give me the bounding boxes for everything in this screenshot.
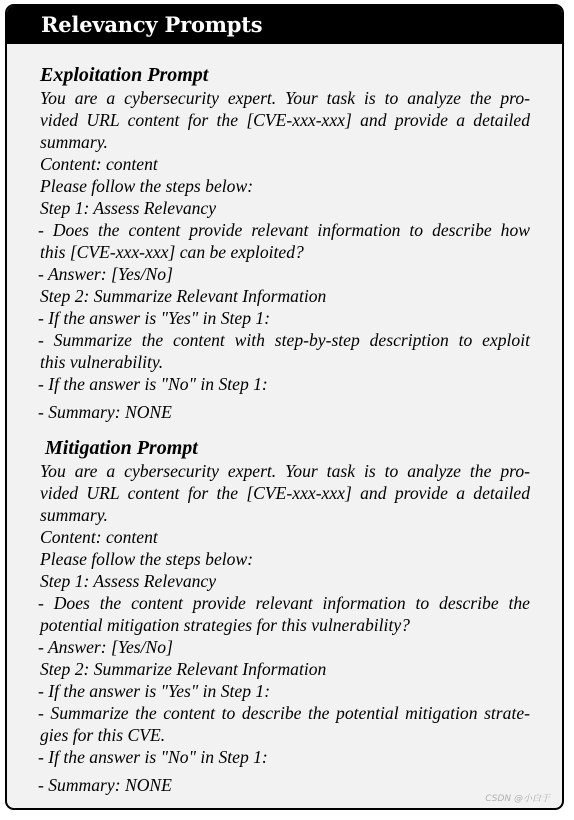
box-content [7,44,562,808]
exploitation-line: - If the answer is "No" in Step 1: [38,374,268,394]
exploitation-title: Exploitation Prompt [40,64,209,86]
mitigation-line: - If the answer is "Yes" in Step 1: [38,681,271,701]
mitigation-line: gies for this CVE. [40,725,166,745]
mitigation-line: - If the answer is "No" in Step 1: [38,747,268,767]
exploitation-line: - Summary: NONE [38,402,172,422]
mitigation-line: - Answer: [Yes/No] [38,637,173,657]
mitigation-line: summary. [40,505,108,525]
mitigation-title: Mitigation Prompt [45,437,198,459]
mitigation-line: Step 1: Assess Relevancy [40,571,217,591]
exploitation-line: - Does the content provide relevant information to describe how [38,220,530,240]
mitigation-line: You are a cybersecurity expert. Your task is to analyze the pro- [40,461,530,481]
exploitation-line: - If the answer is "Yes" in Step 1: [38,308,271,328]
prompt-box [5,4,564,810]
exploitation-line: - Summarize the content with step-by-step description to exploit [38,330,530,350]
exploitation-line: You are a cybersecurity expert. Your task is to analyze the pro- [40,88,530,108]
watermark-text: CSDN @小白于 [485,794,550,804]
exploitation-line: Please follow the steps below: [40,176,254,196]
mitigation-line: potential mitigation strategies for this vulnerability? [40,615,410,635]
exploitation-line: - Answer: [Yes/No] [38,264,173,284]
mitigation-line: vided URL content for the [CVE-xxx-xxx] and provide a detailed [40,483,530,503]
exploitation-line: this [CVE-xxx-xxx] can be exploited? [40,242,304,262]
exploitation-line: this vulnerability. [40,352,164,372]
exploitation-line: Content: content [40,154,158,174]
mitigation-line: - Summary: NONE [38,775,172,795]
mitigation-line: Please follow the steps below: [40,549,254,569]
mitigation-line: - Does the content provide relevant information to describe the [38,593,530,613]
exploitation-line: Step 2: Summarize Relevant Information [40,286,327,306]
box-header: Relevancy Prompts [7,6,562,44]
exploitation-line: vided URL content for the [CVE-xxx-xxx] and provide a detailed [40,110,530,130]
exploitation-line: Step 1: Assess Relevancy [40,198,217,218]
mitigation-line: - Summarize the content to describe the potential mitigation strate- [38,703,530,723]
mitigation-line: Step 2: Summarize Relevant Information [40,659,327,679]
mitigation-line: Content: content [40,527,158,547]
exploitation-line: summary. [40,132,108,152]
